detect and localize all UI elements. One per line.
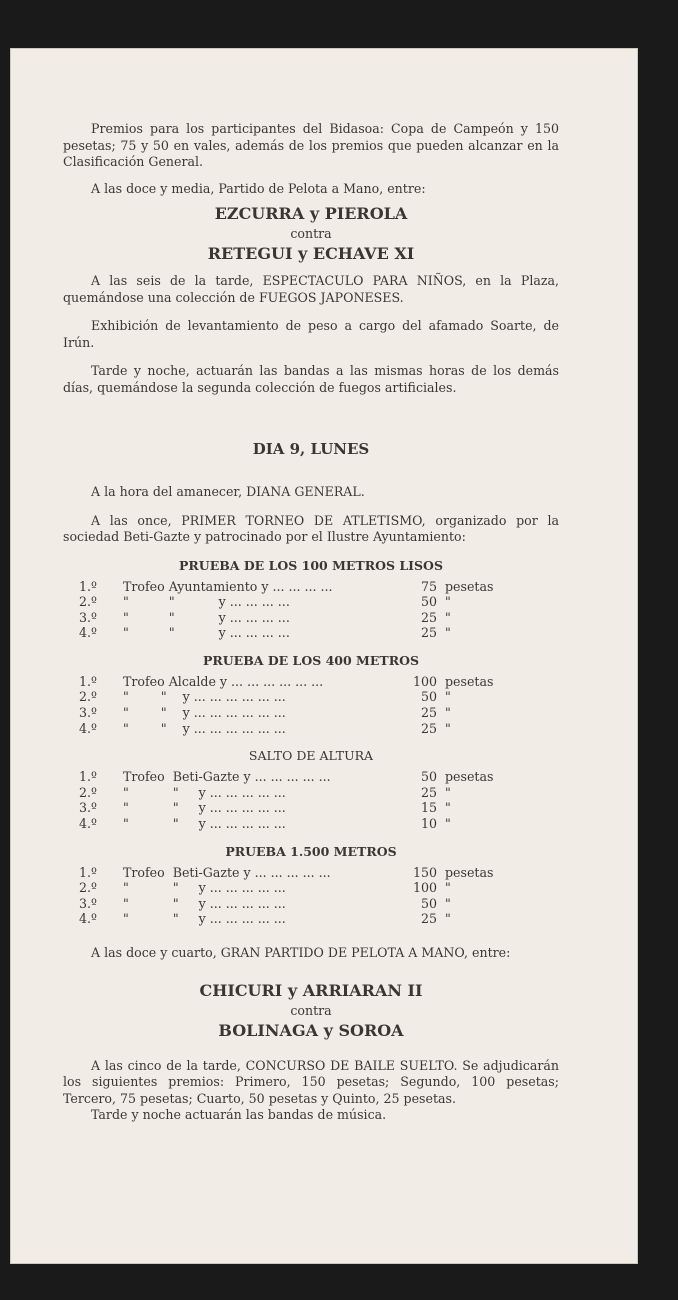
prize-position: 2.º: [79, 784, 97, 800]
prize-label: " " y ... ... ... ... ...: [123, 784, 286, 800]
prize-row: [63, 880, 559, 896]
prize-position: 3.º: [79, 705, 97, 721]
gran-pelota-paragraph: A las doce y cuarto, GRAN PARTIDO DE PELOTA A MANO, entre:: [91, 945, 511, 960]
prize-unit: ": [445, 784, 451, 800]
prize-row: [63, 594, 559, 610]
prize-amount: 25: [420, 784, 437, 800]
prize-unit: pesetas: [445, 864, 494, 880]
contra-label: contra: [290, 1002, 332, 1018]
prize-unit: ": [445, 800, 451, 816]
prize-amount: 50: [420, 689, 437, 705]
prize-amount: 75: [420, 578, 437, 594]
bandas-musica-paragraph: Tarde y noche actuarán las bandas de música.: [91, 1107, 387, 1122]
team-retegui-echave: RETEGUI y ECHAVE XI: [207, 244, 415, 263]
prize-position: 3.º: [79, 609, 97, 625]
day-heading: DIA 9, LUNES: [252, 440, 370, 458]
baile-paragraph: A las cinco de la tarde, CONCURSO DE BAILE SUELTO. Se adjudicarán los siguientes premios: Primero, 150 pesetas; Segundo, 100 pesetas; Tercero, 75 pesetas; Cuarto, 50 pesetas y Quinto, 25 pesetas.: [63, 1057, 559, 1106]
prize-row: [63, 721, 559, 737]
prize-unit: ": [445, 625, 451, 641]
prize-unit: ": [445, 594, 451, 610]
prize-label: " " y ... ... ... ...: [123, 594, 290, 610]
prize-unit: ": [445, 895, 451, 911]
prize-label: " " y ... ... ... ... ... ...: [123, 689, 286, 705]
test-title: PRUEBA 1.500 METROS: [225, 843, 397, 859]
team-bolinaga-soroa: BOLINAGA y SOROA: [218, 1020, 404, 1040]
prize-row: [63, 785, 559, 801]
prize-unit: pesetas: [445, 578, 494, 594]
prize-row: [63, 705, 559, 721]
prize-amount: 25: [420, 705, 437, 721]
prize-position: 2.º: [79, 880, 97, 896]
team-ezcurra-pierola: EZCURRA y PIEROLA: [214, 204, 408, 223]
prize-unit: ": [445, 609, 451, 625]
document-page: [10, 48, 638, 1264]
bandas-paragraph: Tarde y noche, actuarán las bandas a las mismas horas de los demás días, quemándose la segunda colección de fuegos artificiales.: [63, 363, 559, 395]
prize-position: 1.º: [79, 673, 97, 689]
prize-row: [63, 800, 559, 816]
prize-position: 4.º: [79, 911, 97, 927]
prize-row: [63, 911, 559, 927]
prize-row: [63, 769, 559, 785]
bidasoa-prizes-paragraph: Premios para los participantes del Bidasoa: Copa de Campeón y 150 pesetas; 75 y 50 en vales, además de los premios que pueden alcanzar en la Clasificación General.: [63, 121, 559, 169]
test-title: SALTO DE ALTURA: [248, 748, 374, 764]
ninos-paragraph: A las seis de la tarde, ESPECTACULO PARA NIÑOS, en la Plaza, quemándose una colección de FUEGOS JAPONESES.: [63, 273, 559, 305]
prize-position: 1.º: [79, 578, 97, 594]
prize-label: " " y ... ... ... ...: [123, 625, 290, 641]
contra-label: contra: [290, 226, 332, 241]
prize-unit: ": [445, 720, 451, 736]
prize-unit: ": [445, 880, 451, 896]
prize-label: Trofeo Beti-Gazte y ... ... ... ... ...: [123, 864, 331, 880]
prize-label: " " y ... ... ... ... ...: [123, 880, 286, 896]
prize-amount: 10: [420, 816, 437, 832]
prize-label: Trofeo Beti-Gazte y ... ... ... ... ...: [123, 769, 331, 785]
prize-label: Trofeo Ayuntamiento y ... ... ... ...: [123, 578, 333, 594]
prize-position: 1.º: [79, 864, 97, 880]
exhibicion-paragraph: Exhibición de levantamiento de peso a cargo del afamado Soarte, de Irún.: [63, 318, 559, 350]
prize-position: 4.º: [79, 625, 97, 641]
prize-position: 4.º: [79, 720, 97, 736]
prize-row: [63, 625, 559, 641]
test-title: PRUEBA DE LOS 400 METROS: [202, 652, 420, 668]
prize-row: [63, 816, 559, 832]
prize-label: " " y ... ... ... ... ...: [123, 895, 286, 911]
prize-unit: ": [445, 911, 451, 927]
prize-row: [63, 865, 559, 881]
diana-paragraph: A la hora del amanecer, DIANA GENERAL.: [91, 484, 365, 499]
prize-unit: ": [445, 689, 451, 705]
prize-amount: 50: [420, 895, 437, 911]
prize-row: [63, 896, 559, 912]
pelota-paragraph: A las doce y media, Partido de Pelota a Mano, entre:: [91, 180, 426, 196]
prize-label: " " y ... ... ... ... ... ...: [123, 720, 286, 736]
prize-position: 1.º: [79, 769, 97, 785]
prize-row: [63, 674, 559, 690]
prize-row: [63, 689, 559, 705]
prize-amount: 25: [420, 911, 437, 927]
prize-amount: 25: [420, 625, 437, 641]
prize-amount: 15: [420, 800, 437, 816]
test-title: PRUEBA DE LOS 100 METROS LISOS: [179, 557, 443, 573]
prize-unit: pesetas: [445, 673, 494, 689]
prize-amount: 150: [412, 864, 437, 880]
prize-unit: ": [445, 816, 451, 832]
prize-unit: pesetas: [445, 769, 494, 785]
prize-position: 3.º: [79, 800, 97, 816]
prize-amount: 25: [420, 609, 437, 625]
prize-position: 2.º: [79, 689, 97, 705]
prize-label: " " y ... ... ... ... ...: [123, 800, 286, 816]
prize-amount: 50: [420, 594, 437, 610]
prize-amount: 50: [420, 769, 437, 785]
prize-amount: 100: [412, 673, 437, 689]
page-content: [63, 121, 559, 1124]
prize-row: [63, 579, 559, 595]
prize-amount: 100: [412, 880, 437, 896]
team-chicuri-arriaran: CHICURI y ARRIARAN II: [199, 980, 423, 1000]
prize-row: [63, 610, 559, 626]
prize-position: 2.º: [79, 594, 97, 610]
prize-position: 3.º: [79, 895, 97, 911]
prize-label: " " y ... ... ... ... ...: [123, 911, 286, 927]
prize-label: Trofeo Alcalde y ... ... ... ... ... ...: [123, 673, 324, 689]
prize-label: " " y ... ... ... ... ...: [123, 816, 286, 832]
torneo-paragraph: A las once, PRIMER TORNEO DE ATLETISMO, organizado por la sociedad Beti-Gazte y patrocinado por el Ilustre Ayuntamiento:: [63, 512, 559, 544]
prize-label: " " y ... ... ... ... ... ...: [123, 705, 286, 721]
prize-amount: 25: [420, 720, 437, 736]
prize-label: " " y ... ... ... ...: [123, 609, 290, 625]
prize-position: 4.º: [79, 816, 97, 832]
prize-unit: ": [445, 705, 451, 721]
